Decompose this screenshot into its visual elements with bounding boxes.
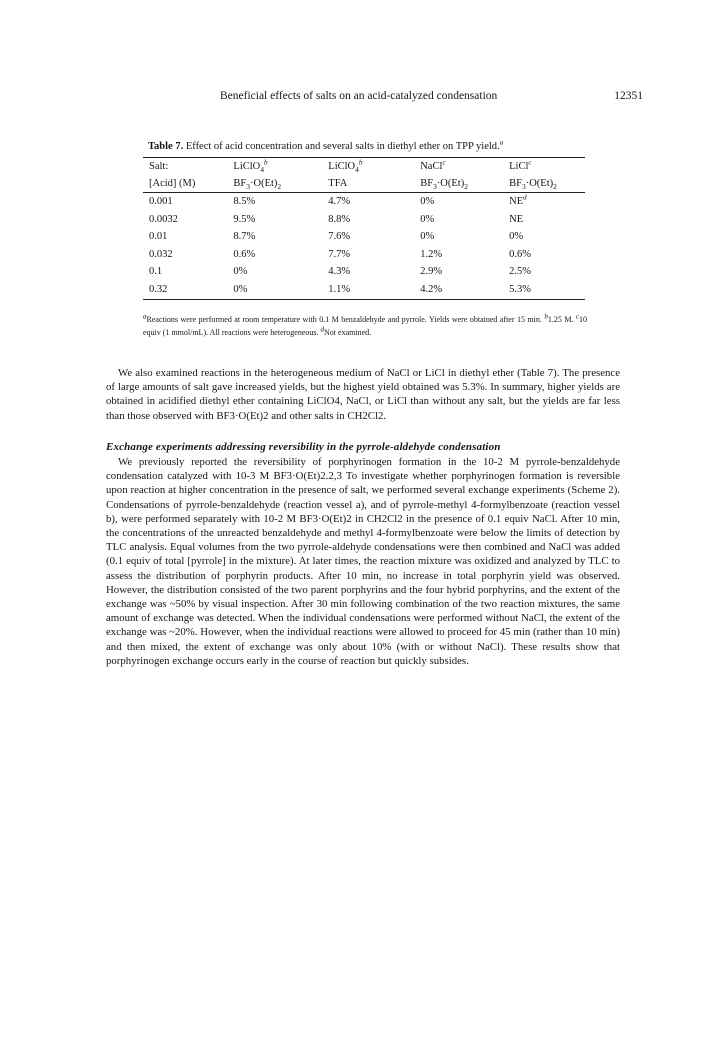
- table-cell: 0%: [420, 213, 435, 225]
- header-cell: LiClO$_4^b$: [225, 158, 322, 176]
- table-cell: 0.1: [149, 266, 163, 278]
- table-cell: 5.3%: [509, 281, 585, 299]
- header-cell: LiClO$_4^b$: [322, 158, 416, 176]
- footnote-a: Reactions were performed at room temperature with 0.1 M benzaldehyde and pyrrole. Yields were obtained after 15 min.: [146, 315, 542, 324]
- table-cell: 1.2%: [420, 248, 443, 260]
- table-row: [143, 246, 585, 264]
- table-cell: 4.2%: [416, 281, 509, 299]
- table-cell: 4.7%: [328, 196, 351, 207]
- header-cell: $BF_3\cdot O(Et)_2$: [225, 175, 322, 193]
- table-cell: NE: [509, 213, 524, 225]
- table-cell: 0%: [509, 231, 524, 243]
- table-cell: 8.7%: [233, 231, 256, 243]
- table-header-row-acid: [143, 175, 585, 193]
- yield-table: [143, 157, 585, 300]
- header-cell: LiCl$^c$: [509, 158, 585, 176]
- table-footnote: $^a$Reactions were performed at room temperature with 0.1 M benzaldehyde and pyrrole. Yields were obtained after 15 min. $^b$1.25 M. $^c$10 equiv (1 mmol/mL). All reactions were heterogeneous. $^d$Not examined.: [143, 312, 588, 337]
- table-header-row-salt: [143, 158, 585, 176]
- table-cell: 4.3%: [328, 266, 351, 278]
- header-cell: $BF_3\cdot O(Et)_2$: [416, 175, 509, 193]
- table-cell: 8.8%: [328, 213, 351, 225]
- body-paragraph-1: We also examined reactions in the heterogeneous medium of NaCl or LiCl in diethyl ether (Table 7). The presence of large amounts of salt gave increased yields, but the highest yield obtained was 5.3%. In summary, higher yields are obtained in acidified diethyl ether containing LiClO4, NaCl, or LiCl than without any salt, but the yields are far less than those observed with BF3·O(Et)2 and other salts in CH2Cl2.: [106, 367, 620, 422]
- table-row: [143, 281, 585, 299]
- table-cell: 0.001: [149, 196, 173, 207]
- table-row: [143, 263, 585, 281]
- table-cell: 0%: [225, 281, 322, 299]
- page-number: 12351: [614, 90, 643, 102]
- footnote-b: 1.25 M.: [547, 315, 574, 324]
- footnote-d: Not examined.: [324, 328, 372, 337]
- header-cell: TFA: [322, 175, 416, 193]
- running-header: [0, 90, 720, 106]
- header-cell: NaCl$^c$: [416, 158, 509, 176]
- header-cell: [Acid] (M): [143, 175, 225, 193]
- table-cell: 0.32: [143, 281, 225, 299]
- table-cell: 7.7%: [328, 248, 351, 260]
- table-cell: 0%: [420, 231, 435, 243]
- table-cell: 0.032: [149, 248, 173, 260]
- table-caption: [148, 138, 504, 152]
- table-cell: 0%: [233, 266, 248, 278]
- table-cell: 2.5%: [509, 266, 531, 278]
- table-row: [143, 193, 585, 211]
- table-row: [143, 211, 585, 229]
- table-cell: 1.1%: [322, 281, 416, 299]
- table-cell: 0%: [420, 196, 435, 207]
- table-label: Table 7.: [148, 141, 184, 152]
- table-row: [143, 228, 585, 246]
- table-cell: 0.6%: [509, 248, 531, 260]
- footnote-c: 10 equiv (1 mmol/mL). All reactions were heterogeneous.: [143, 315, 588, 337]
- table-cell: 9.5%: [233, 213, 256, 225]
- table-cell: 7.6%: [328, 231, 351, 243]
- header-cell: $BF_3\cdot O(Et)_2$: [509, 175, 585, 193]
- table-cell: 0.6%: [233, 248, 256, 260]
- table-cell: 0.01: [149, 231, 168, 243]
- table-cell: $NE^d$: [509, 193, 527, 207]
- header-cell: Salt:: [143, 158, 225, 176]
- table-cell: 2.9%: [420, 266, 443, 278]
- body-paragraph-2: We previously reported the reversibility of porphyrinogen formation in the 10-2 M pyrrole-benzaldehyde condensation catalyzed with 10-3 M BF3·O(Et)2.2,3 To investigate whether porphyrinogen formation is reversible upon reaction at higher concentration in the presence of salt, we performed several exchange experiments (Scheme 2). Condensations of pyrrole-benzaldehyde (reaction vessel a), and of pyrrole-methyl 4-formylbenzoate (reaction vessel b), were performed separately with 10-2 M BF3·O(Et)2 in CH2Cl2 in the presence of 0.1 equiv NaCl. After 10 min, the concentrations of the unreacted benzaldehyde and methyl 4-formylbenzoate were below the limits of detection by TLC analysis. Equal volumes from the two pyrrole-aldehyde condensations were then combined and NaCl was added (0.1 equiv of total [pyrrole] in the mixture). At later times, the reaction mixture was oxidized and analyzed by TLC to assess the distribution of porphyrin products. After 10 min, no increase in total porphyrin yield was observed. However, the distribution consisted of the two parent porphyrins and the four hybrid porphyrins, and the extent of the exchange was ~50% by visual inspection. After 30 min following combination of the two reaction mixtures, the same amount of exchange was detected. When the individual condensations were performed without NaCl, the extent of the exchange was ~20%. However, when the individual reactions were allowed to proceed for 45 min (rather than 10 min) and then mixed, the extent of exchange was only about 10% (with or without NaCl). These results show that porphyrinogen exchange occurs early in the course of reaction but quickly subsides.: [106, 456, 620, 667]
- running-title: Beneficial effects of salts on an acid-catalyzed condensation: [220, 90, 498, 102]
- table-caption-text: Effect of acid concentration and several salts in diethyl ether on TPP yield.: [185, 141, 500, 152]
- table-cell: 0.0032: [149, 213, 178, 225]
- section-heading: Exchange experiments addressing reversibility in the pyrrole-aldehyde condensation: [106, 441, 501, 453]
- table-cell: 8.5%: [233, 196, 256, 207]
- caption-footnote-mark: a: [499, 138, 504, 147]
